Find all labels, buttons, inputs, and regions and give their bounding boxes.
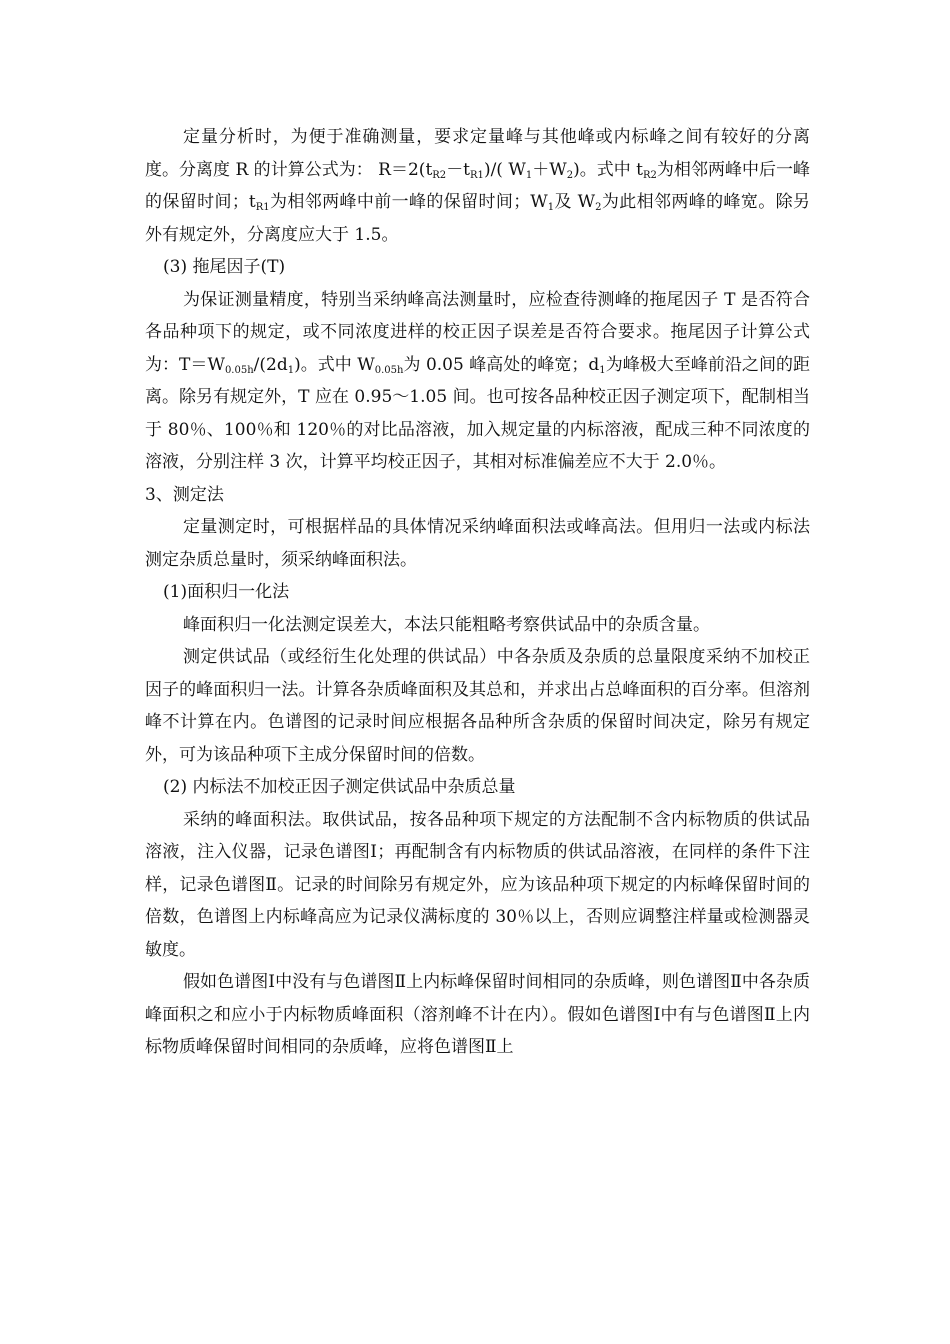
text-run: 及 W xyxy=(554,192,596,212)
text-run: 为此相邻两峰的峰宽。除另外有规定外，分离度应大于 1.5。 xyxy=(145,192,810,245)
tailing-factor-heading: (3) 拖尾因子(T) xyxy=(163,257,286,277)
subscript: R1 xyxy=(470,169,484,181)
subscript: 1 xyxy=(547,202,555,213)
chromatogram-comparison-paragraph: 假如色谱图Ⅰ中没有与色谱图Ⅱ上内标峰保留时间相同的杂质峰，则色谱图Ⅱ中各杂质峰面积之和应小于内标物质峰面积（溶剂峰不计在内）。假如色谱图Ⅰ中有与色谱图Ⅱ上内标物质峰保留时间相同的杂质峰，应将色谱图Ⅱ上 xyxy=(145,972,810,1057)
resolution-paragraph xyxy=(145,121,810,251)
impurity-limit-paragraph: 测定供试品（或经衍生化处理的供试品）中各杂质及杂质的总量限度采纳不加校正因子的峰面积归一法。计算各杂质峰面积及其总和，并求出占总峰面积的百分率。但溶剂峰不计算在内。色谱图的记录时间应根据各品种所含杂质的保留时间决定，除另有规定外，可为该品种项下主成分保留时间的倍数。 xyxy=(145,647,810,765)
text-run: /(2d xyxy=(253,354,288,375)
internal-standard-heading: (2) 内标法不加校正因子测定供试品中杂质总量 xyxy=(163,777,516,797)
area-normalization-paragraph: 峰面积归一化法测定误差大，本法只能粗略考察供试品中的杂质含量。 xyxy=(183,614,710,635)
document-page xyxy=(145,121,810,1064)
text-run: ＋W xyxy=(532,159,567,180)
subscript: 1 xyxy=(525,169,533,181)
method-paragraph: 定量测定时，可根据样品的具体情况采纳峰面积法或峰高法。但用归一法或内标法测定杂质总量时，须采纳峰面积法。 xyxy=(145,517,810,570)
subscript: 2 xyxy=(595,202,602,213)
subscript: 1 xyxy=(599,364,606,376)
text-run: 为保证测量精度，特别当采纳峰高法测量时，应检查待测峰的拖尾因子 T 是否符合各品种项下的规定，或不同浓度进样的校正因子误差是否符合要求。拖尾因子计算公式为：T＝W xyxy=(145,289,810,375)
text-run: )/( W xyxy=(483,159,526,180)
subscript: 0.05h xyxy=(374,364,404,376)
text-run: 为相邻两峰中前一峰的保留时间；W xyxy=(269,192,548,212)
text-run: 为相邻两峰中后一峰的保留时间；t xyxy=(145,159,811,212)
tailing-factor-paragraph xyxy=(145,284,810,479)
text-run: 定量分析时，为便于准确测量，要求定量峰与其他峰或内标峰之间有较好的分离度。分离度 R 的计算公式为： R＝2(t xyxy=(145,127,810,180)
method-heading: 3、测定法 xyxy=(145,484,224,505)
subscript: 2 xyxy=(566,169,574,181)
subscript: R1 xyxy=(255,202,270,213)
text-run: －t xyxy=(446,159,471,180)
text-run: 为 0.05 峰高处的峰宽；d xyxy=(403,354,600,375)
subscript: R2 xyxy=(643,169,657,181)
subscript: 0.05h xyxy=(224,364,254,376)
subscript: R2 xyxy=(432,169,447,181)
area-normalization-heading: (1)面积归一化法 xyxy=(163,582,290,602)
internal-standard-paragraph: 采纳的峰面积法。取供试品，按各品种项下规定的方法配制不含内标物质的供试品溶液，注入仪器，记录色谱图Ⅰ；再配制含有内标物质的供试品溶液，在同样的条件下注样，记录色谱图Ⅱ。记录的时间除另有规定外，应为该品种项下规定的内标峰保留时间的倍数，色谱图上内标峰高应为记录仪满标度的 30％以上，否则应调整注样量或检测器灵敏度。 xyxy=(145,809,810,960)
text-run: 为峰极大至峰前沿之间的距离。除另有规定外，T 应在 0.95～1.05 间。也可按各品种校正因子测定项下，配制相当于 80％、100％和 120％的对比品溶液，加入规定量的内标溶液，配成三种不同浓度的溶液，分别注样 3 次，计算平均校正因子，其相对标准偏差应不大于 2.0％。 xyxy=(145,354,811,472)
text-run: )。式中 t xyxy=(573,159,643,180)
subscript: 1 xyxy=(287,364,295,376)
text-run: )。式中 W xyxy=(294,354,375,375)
